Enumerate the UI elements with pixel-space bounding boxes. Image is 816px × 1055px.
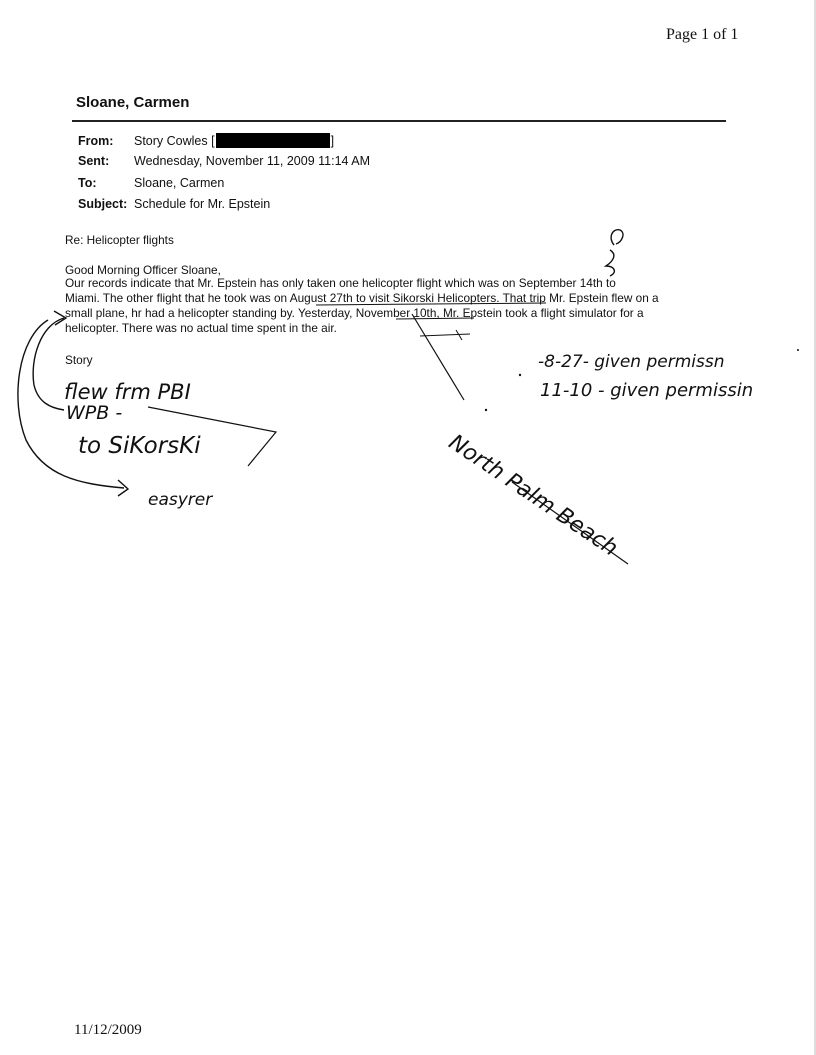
from-value: Story Cowles [ [134,134,215,148]
body-line-1: Our records indicate that Mr. Epstein has only taken one helicopter flight which was on September 14th to [65,276,616,290]
handwritten-note-right-1: -8-27- given permissn [538,352,725,372]
handwritten-note-right-2: 11-10 - given permissin [540,380,754,401]
connector-line [412,314,464,400]
to-label: To: [78,176,97,190]
from-label: From: [78,134,114,148]
pbi-underline [148,407,276,466]
handwritten-note-diagonal: North Palm Beach [444,430,623,562]
signature: Story [65,353,93,367]
page-number: Page 1 of 1 [666,26,739,43]
from-bracket-close: ] [330,134,335,148]
handwritten-note-left-4: easyrer [148,490,213,510]
north-underline [512,482,628,564]
subject-label: Subject: [78,197,128,211]
to-value: Sloane, Carmen [134,176,225,190]
sent-label: Sent: [78,154,110,168]
body-line-3: small plane, hr had a helicopter standing by. Yesterday, November 10th, Mr. Epstein took a flight simulator for a [65,306,644,320]
handwritten-note-left-1: flew frm PBI [64,380,191,404]
bracket-arrow-upper [33,318,64,410]
greeting: Good Morning Officer Sloane, [65,263,221,277]
body-line-4: helicopter. There was no actual time spent in the air. [65,321,337,335]
bracket-arrow-lower [18,320,124,488]
footer-date: 11/12/2009 [74,1022,142,1038]
sent-value: Wednesday, November 11, 2009 11:14 AM [134,154,371,168]
handwritten-note-left-2: WPB - [66,402,123,424]
sender-name-heading: Sloane, Carmen [76,94,190,111]
underline-august-27 [316,303,546,305]
subject-value: Schedule for Mr. Epstein [134,197,271,211]
squiggle-mark [606,230,623,276]
arrow-head-upper [54,311,66,325]
body-line-2: Miami. The other flight that he took was on August 27th to visit Sikorski Helicopters. That trip Mr. Epstein flew on a [65,291,659,305]
handwritten-note-left-3: to SiKorsKi [78,433,201,459]
underline-november-10 [396,318,474,319]
re-line: Re: Helicopter flights [65,233,174,247]
